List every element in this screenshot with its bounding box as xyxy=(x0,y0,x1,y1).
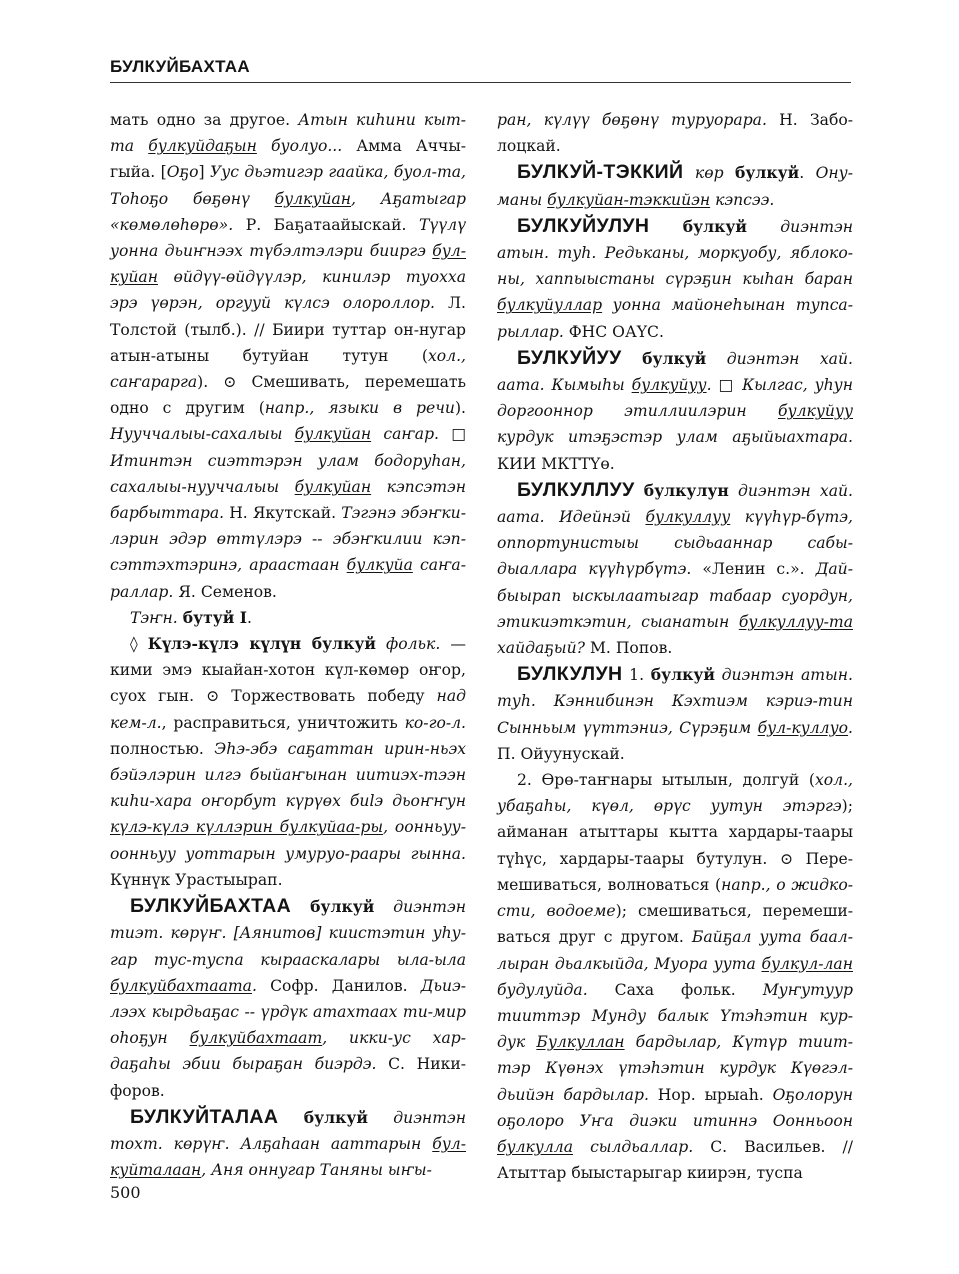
headword: БУЛКУЛЛУУ xyxy=(517,478,635,501)
entry-text: булкуй диэнтэн хай. аата. Кымыhы булкуйуу. □ Кылгас, уhун доргооннор этиллиилэрин булкуйуу курдук итэҕэстэр улам аҕыйыахтара. КИИ МКТТҮө. xyxy=(497,348,853,473)
entry-text: булкуй диэнтэн тиэт. көрүҥ. [Аянитов] киистэтин уhу-гар тус-туспа кырааскалары ыла-ыла булкуйбахтаата. Софр. Данилов. Дьиэ-лээх кырдьаҕас -- үрдүк атахтаах ти-мир оhоҕун булкуйбахтаат, икки-ус хар-даҕаhы эбии быраҕан биэрдэ. С. Ники-форов. xyxy=(110,897,466,1100)
headword: БУЛКУЙБАХТАА xyxy=(130,895,292,918)
page-number: 500 xyxy=(110,1183,141,1202)
header-rule xyxy=(110,82,851,83)
entry-paragraph xyxy=(497,107,853,159)
right-column xyxy=(497,107,853,1186)
entry-text: мать одно за другое. Атын киhини кыт-та булкуйдаҕын буолуо... Амма Аччы-гыйа. [Оҕо] Уус дьэтигэр гаайка, буол-та, Тоhоҕо бөҕөнү булкуйан, Аҕатыгар «көмөлөhөрө». Р. Баҕатаайыскай. Түүлү уонна дьиҥнээх түбэлтэлэри бииргэ бул-куйан өйдүү-өйдүүлэр, кинилэр туохха эрэ үөрэн, оргууй күлсэ олороллор. Л. Толстой (тылб.). // Биири туттар он-нугар атын-атыны бутуйан тутун (хол., саҥарарга). ⊙ Смешивать, перемешать одно с другим (напр., языки в речи). Нууччалыы-сахалыы булкуйан саҥар. □ Итинтэн сиэттэрэн улам бодоруhан, сахалыы-нууччалыы булкуйан кэпсэтэн барбыттара. Н. Якутскай. Тэгэнэ эбэҥки-лэрин эдэр өттүлэрэ -- эбэҥкилии кэп-сэттэхтэринэ, араастаан булкуйа саҥа-раллар. Я. Семенов. xyxy=(110,111,467,601)
headword: БУЛКУЙУЛУН xyxy=(517,214,650,237)
entry-text: Тэҥн. бутуй I. xyxy=(130,607,252,627)
dictionary-entry xyxy=(110,893,466,1104)
entry-text: ран, күлүү бөҕөнү туруорара. Н. Забо-лоцкай. xyxy=(497,111,854,156)
entry-text: ◊ Күлэ-күлэ күлүн булкуй фольк. — кими эмэ кыайан-хотон күл-көмөр оҥор, суох гын. ⊙ Торжествовать победу над кем-л., расправиться, уничтожить ко-го-л. полностью. Эhэ-эбэ саҕаттан ирин-ньэх бэйэлэрин илгэ быйаҥынан иитиэх-тээн киhи-хара оҥорбут күрүөх биlэ дьоҥҥун күлэ-күлэ күллэрин булкуйаа-ры, оонньуу-оонньуу уоттарын умуруо-раары гынна. Күннүк Урастыырап. xyxy=(110,634,467,889)
headword: БУЛКУЙ-ТЭККИЙ xyxy=(517,161,684,184)
running-head: БУЛКУЙБАХТАА xyxy=(110,57,250,76)
entry-text: 1. булкуй диэнтэн атын. туh. Кэннибинэн Кэхтиэм кэриэ-тин Сынньым үүттэниэ, Сүрэҕим бул-куллуо. П. Ойуунускай. xyxy=(497,665,853,763)
dictionary-entry xyxy=(110,1104,466,1184)
entry-paragraph xyxy=(110,605,466,631)
dictionary-entry xyxy=(497,345,853,477)
headword: БУЛКУЙУУ xyxy=(517,346,622,369)
entry-paragraph xyxy=(110,107,466,605)
headword: БУЛКУЛУН xyxy=(517,663,623,686)
entry-text: булкулун диэнтэн хай. аата. Идейнэй булкуллуу күүhүр-бүтэ, оппортунистыы сыдьааннар сабы-дыаллара күүhүрбүтэ. «Ленин с.». Дай-быырап ыскылаатыгар табаар суордун, этикиэткэтин, сыанатын булкуллуу-та хайдаҕый? М. Попов. xyxy=(497,480,853,658)
entry-text: көр булкуй. Ону-маны булкуйан-тэккийэн кэпсээ. xyxy=(497,163,853,209)
left-column xyxy=(110,107,466,1183)
dictionary-entry xyxy=(497,477,853,661)
entry-paragraph xyxy=(497,767,853,1186)
entry-paragraph xyxy=(110,631,466,893)
dictionary-entry xyxy=(497,213,853,345)
dictionary-entry xyxy=(497,661,853,767)
entry-text: 2. Өрө-таҥнары ытылын, долгуй (хол., убаҕаhы, күөл, өрүс уутун этэргэ); айманан атыттары кытта хардары-таары түhүс, хардары-таары бутулун. ⊙ Пере-мешиваться, волноваться (напр., о жидко-сти, водоеме); смешиваться, перемеши-ваться друг с другом. Байҕал уута баал-лыран дьалкыйда, Муора уута булкул-лан будулуйда. Саха фольк. Муҥутуур тииттэр Мунду балык Үтэhэтин кур-дук Булкуллан бардылар, Күтүр тиит-тэр Күөнэх үтэhэтин курдук Күөгэл-дьийэн бардылар. Нор. ырыаh. Оҕолорун оҕолоро Уҥа диэки итиннэ Оонньоон булкулла сылдьаллар. С. Васильев. // Атыттар быыстарыгар киирэн, туспа xyxy=(497,771,854,1183)
headword: БУЛКУЙТАЛАА xyxy=(130,1105,279,1128)
dictionary-entry xyxy=(497,159,853,212)
entry-text: булкуй диэнтэн атын. туh. Редьканы, моркуобу, яблоко-ны, хаппыыстаны сүрэҕин кыhан баран булкуйуллар уонна майонеhынан тупса-рыллар. ФНС ОАҮС. xyxy=(497,216,853,341)
entry-text: булкуй диэнтэн тохт. көрүҥ. Алҕаhаан ааттарын бул-куйталаан, Аня оннугар Таняны ыҥы- xyxy=(110,1107,466,1180)
